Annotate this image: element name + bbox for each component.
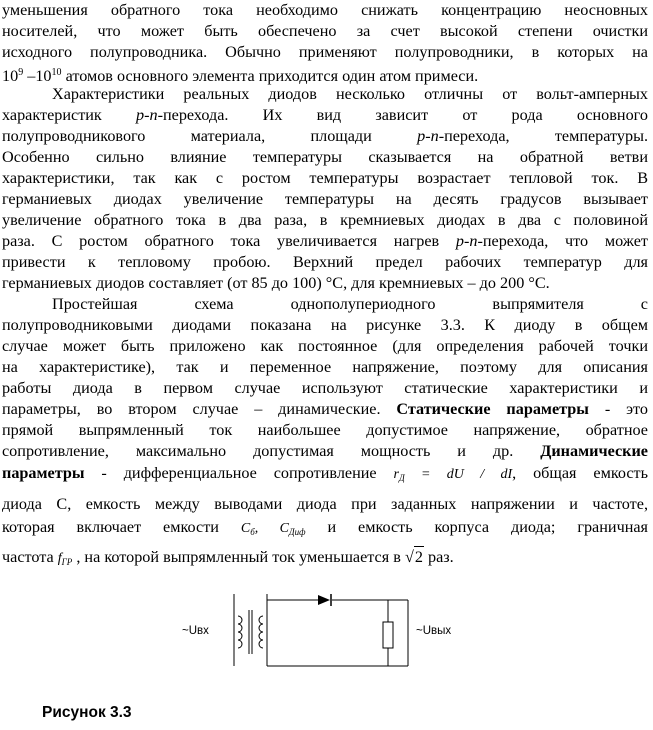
text-line: на характеристике), так и переменное напряжение, поэтому для описания — [2, 358, 648, 376]
text-run: –10 — [23, 67, 52, 85]
text-run: -перехода. Их вид зависит от рода основного — [157, 106, 649, 124]
text-run: раза. С ростом обратного тока увеличивается нагрев — [2, 232, 456, 250]
text-line — [2, 63, 648, 86]
formula-symbol: f — [57, 551, 62, 566]
text-line: германиевых диодов составляет (от 85 до 100) °C, для кремниевых – до 200 °C. — [2, 274, 550, 292]
text-line: увеличение обратного тока в два раза, в кремниевых диодах в два с половиной — [2, 211, 648, 229]
formula — [241, 521, 306, 536]
exponent: 9 — [18, 67, 24, 78]
input-voltage-label: ~Uвх — [182, 625, 209, 637]
secondary-coil — [259, 616, 263, 648]
formula-subscript: Диф — [288, 527, 306, 537]
formula-text: , — [254, 521, 280, 536]
text-line: прямой выпрямленный ток наибольшее допустимое напряжение, обратное — [2, 421, 648, 439]
primary-coil — [238, 616, 242, 648]
formula-symbol: r — [393, 467, 399, 482]
text-line: Характеристики реальных диодов несколько отличны от вольт-амперных — [52, 85, 648, 103]
text-line — [2, 105, 648, 125]
formula-subscript: ГР — [61, 557, 73, 567]
sqrt-radicand: 2 — [414, 548, 423, 566]
text-run: p-n — [136, 106, 158, 124]
text-run: - дифференциальное сопротивление — [84, 464, 394, 482]
text-run: и емкость корпуса диода; граничная — [305, 518, 648, 536]
formula-subscript: б — [250, 527, 255, 537]
formula-symbol: C — [240, 521, 251, 536]
sqrt-sign: √ — [404, 548, 414, 566]
text-run: p-n — [455, 232, 478, 250]
text-run: раз. — [423, 548, 454, 566]
text-line — [2, 126, 648, 146]
formula-symbol: C — [279, 521, 289, 536]
text-run: p-n — [417, 127, 439, 145]
text-line: Простейшая схема однополупериодного выпрямителя с — [52, 295, 648, 313]
text-line: носителей, что может быть обеспечено за счет высокой степени очистки — [2, 22, 648, 40]
formula — [58, 551, 73, 566]
figure-caption: Рисунок 3.3 — [42, 704, 132, 721]
text-run: параметры — [2, 464, 85, 482]
text-line — [2, 517, 648, 542]
text-line — [2, 441, 648, 461]
text-line: работы диода в первом случае используют статические характеристики и — [2, 379, 648, 397]
text-line: полупроводниковыми диодами показана на рисунке 3.3. К диоду в общем — [2, 316, 648, 334]
output-voltage-label: ~Uвых — [416, 625, 452, 637]
formula-text: = dU / dI — [404, 467, 513, 482]
text-line: характеристики, так как с ростом температуры возрастает тепловой ток. В — [2, 169, 648, 187]
exponent: 10 — [51, 67, 62, 78]
text-run: 10 — [2, 67, 19, 85]
text-run: атомов основного элемента приходится один атом примеси. — [61, 67, 479, 85]
text-run: , общая емкость — [512, 464, 648, 482]
text-line: привести к тепловому пробою. Верхний предел рабочих температур для — [2, 253, 648, 271]
text-run: полупроводникового материала, площади — [2, 127, 418, 145]
text-run: которая включает емкости — [2, 518, 241, 536]
text-run: сопротивление, максимально допустимая мощность и др. — [2, 442, 541, 460]
text-line — [2, 463, 648, 488]
text-line: германиевых диодах увеличение температуры на десять градусов вызывает — [2, 190, 648, 208]
text-line: диода С, емкость между выводами диода при заданных напряжении и частоте, — [2, 495, 648, 513]
text-run: параметры, во втором случае – динамические. — [2, 400, 397, 418]
text-run: характеристик — [2, 106, 136, 124]
text-run: частота — [2, 548, 58, 566]
formula — [393, 467, 512, 482]
text-line: уменьшения обратного тока необходимо снижать концентрацию неосновных — [2, 1, 648, 19]
text-line: случае может быть приложено как постоянное (для определения рабочей точки — [2, 337, 648, 355]
text-line: Особенно сильно влияние температуры сказывается на обратной ветви — [2, 148, 648, 166]
load-resistor — [383, 622, 393, 648]
text-run: -перехода, температуры. — [438, 127, 649, 145]
text-run: , на которой выпрямленный ток уменьшается в — [72, 548, 405, 566]
text-line: исходного полупроводника. Обычно применяют полупроводники, в которых на — [2, 43, 648, 61]
text-run: - это — [588, 400, 649, 418]
text-run: -перехода, что может — [477, 232, 648, 250]
text-line — [2, 231, 648, 251]
formula-subscript: Д — [398, 473, 405, 483]
text-line — [2, 399, 648, 419]
text-run: Статические параметры — [396, 400, 589, 418]
text-line — [2, 546, 648, 572]
text-run: Динамические — [540, 442, 648, 460]
diode-symbol — [318, 594, 331, 606]
rectifier-circuit-diagram — [178, 586, 478, 676]
